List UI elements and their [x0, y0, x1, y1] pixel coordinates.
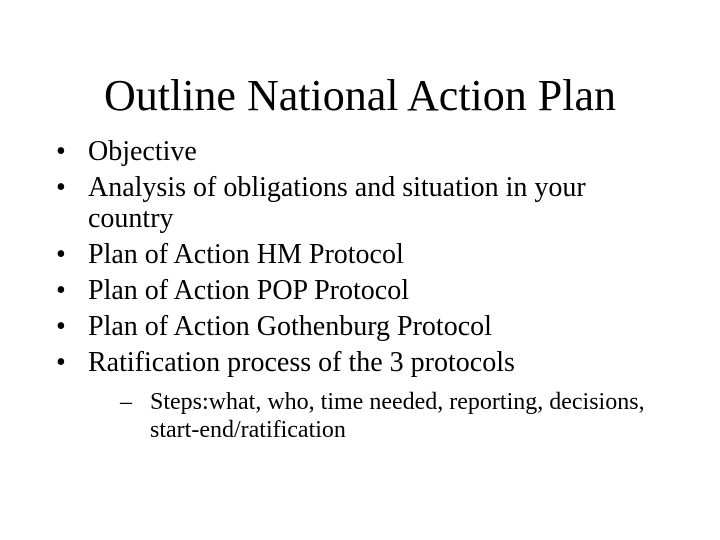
sub-bullet-list	[120, 388, 666, 444]
bullet-item-hm-protocol	[56, 239, 666, 270]
bullet-item-analysis	[56, 172, 666, 234]
bullet-text: Plan of Action POP Protocol	[88, 275, 409, 306]
bullet-text: Plan of Action Gothenburg Protocol	[88, 311, 492, 342]
bullet-text: Objective	[88, 136, 197, 167]
bullet-item-pop-protocol	[56, 275, 666, 306]
bullet-icon: •	[56, 347, 66, 378]
bullet-icon: •	[56, 172, 66, 203]
dash-icon: –	[120, 389, 132, 415]
bullet-text: Plan of Action HM Protocol	[88, 239, 404, 270]
bullet-icon: •	[56, 311, 66, 342]
bullet-list	[56, 136, 666, 444]
bullet-icon: •	[56, 136, 66, 167]
bullet-text: Ratification process of the 3 protocols	[88, 347, 515, 378]
bullet-item-gothenburg-protocol	[56, 311, 666, 342]
bullet-text: Analysis of obligations and situation in your country	[88, 172, 586, 234]
bullet-icon: •	[56, 239, 66, 270]
bullet-icon: •	[56, 275, 66, 306]
slide-body	[56, 136, 666, 449]
bullet-item-ratification	[56, 347, 666, 444]
slide-title: Outline National Action Plan	[103, 71, 617, 120]
sub-bullet-item-steps	[120, 388, 666, 444]
sub-bullet-text: Steps:what, who, time needed, reporting, decisions, start-end/ratification	[150, 389, 645, 443]
bullet-item-objective	[56, 136, 666, 167]
